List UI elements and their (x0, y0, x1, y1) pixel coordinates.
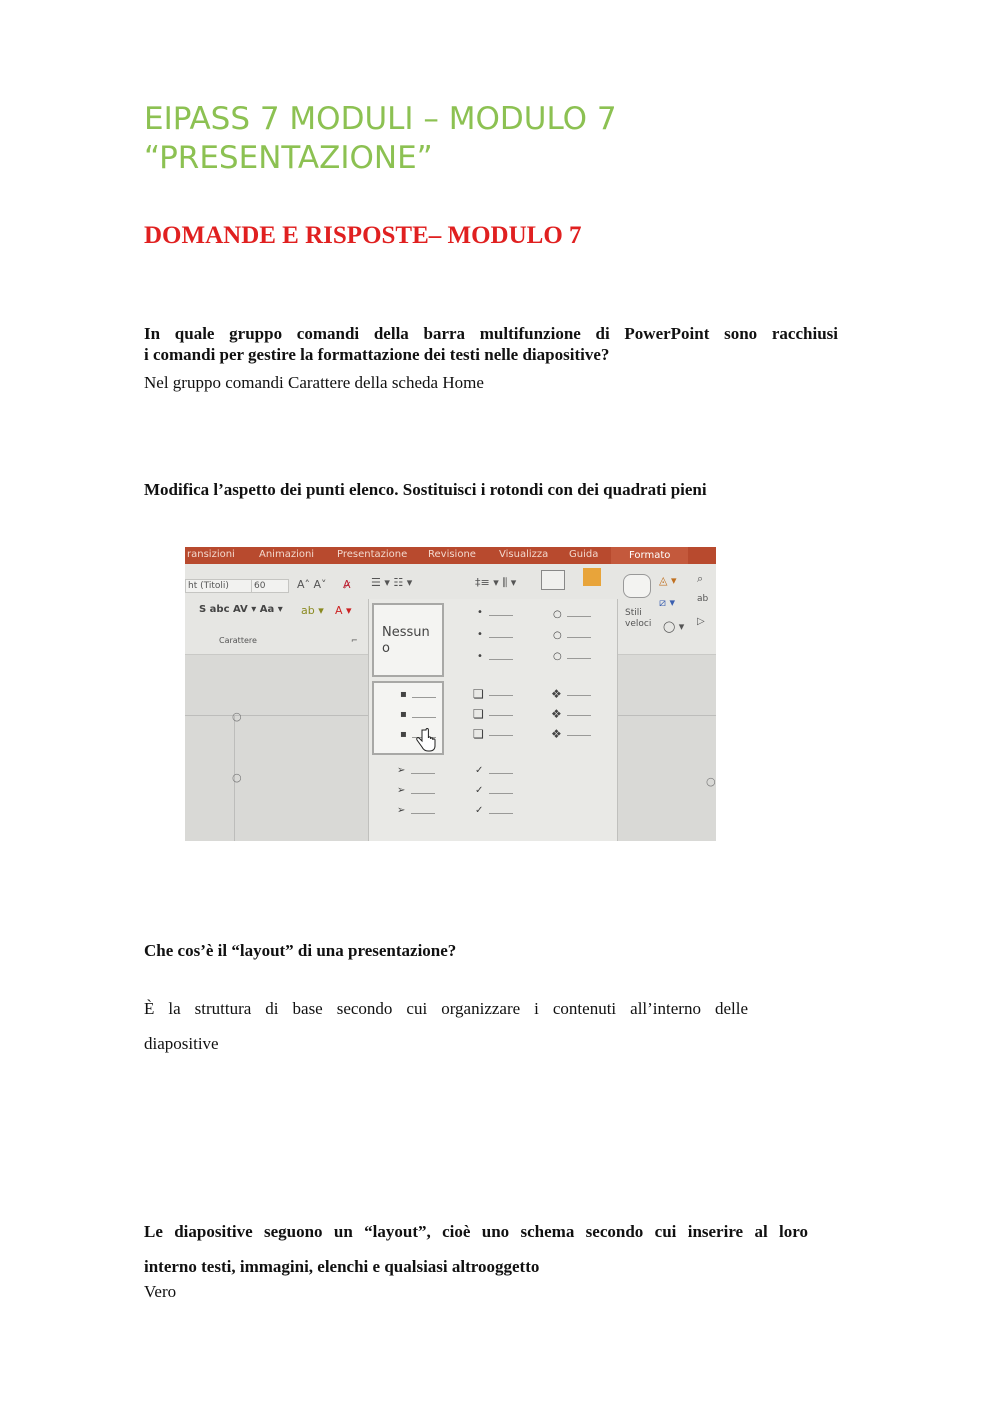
filled-square-bullet-icon: ▪ (400, 729, 407, 740)
bullets-icon: ☰ ▾ ☷ ▾ (371, 576, 413, 589)
question-1-line2: i comandi per gestire la formattazione dei testi nelle diapositive? (144, 345, 610, 364)
answer-3-line2: diapositive (144, 1034, 219, 1053)
arrow-bullet-icon: ➢ (397, 785, 406, 796)
bullet-line (489, 637, 513, 638)
bullet-line (411, 773, 435, 774)
document-title-line1: EIPASS 7 MODULI – MODULO 7 (144, 101, 617, 137)
ribbon-tabs (185, 547, 716, 564)
hollow-round-bullet-icon: ○ (553, 651, 562, 662)
bullet-option-none[interactable] (372, 603, 444, 677)
bullet-line (567, 616, 591, 617)
bullet-line (489, 715, 513, 716)
bullet-line (489, 793, 513, 794)
tab-revisione: Revisione (428, 549, 476, 560)
diamond-bullet-icon: ❖ (551, 707, 562, 721)
question-4 (144, 1214, 808, 1284)
replace-icon: ab (697, 594, 709, 604)
bullets-dropdown (368, 599, 618, 841)
format-icons: S abc AV ▾ Aa ▾ (199, 604, 283, 615)
bullet-line (412, 697, 436, 698)
bullet-line (489, 773, 513, 774)
handle-icon: ○ (232, 771, 242, 784)
filled-square-bullet-icon: ▪ (400, 689, 407, 700)
shape-fill-icon: ◬ ▾ (659, 574, 677, 587)
bullet-line (567, 695, 591, 696)
check-bullet-icon: ✓ (475, 765, 484, 776)
hollow-square-bullet-icon: ❏ (473, 727, 484, 741)
answer-1: Nel gruppo comandi Carattere della scheda Home (144, 373, 484, 392)
answer-3-line1: È la struttura di base secondo cui organizzare i contenuti all’interno delle (144, 999, 748, 1018)
arrow-bullet-icon: ➢ (397, 805, 406, 816)
tab-visualizza: Visualizza (499, 549, 549, 560)
group-label-carattere: Carattere (219, 636, 257, 645)
dialog-launcher-icon: ⌐ (351, 636, 358, 645)
question-1-line1: In quale gruppo comandi della barra multifunzione di PowerPoint sono racchiusi (144, 324, 838, 343)
line-spacing-icon: ‡≡ ▾ ⫼ ▾ (475, 576, 517, 589)
check-bullet-icon: ✓ (475, 785, 484, 796)
bullet-line (489, 735, 513, 736)
question-1 (144, 323, 838, 365)
font-box: ht (Titoli) (185, 579, 253, 593)
hollow-round-bullet-icon: ○ (553, 630, 562, 641)
round-bullet-icon: • (477, 607, 483, 618)
bullet-line (567, 658, 591, 659)
bullet-option-none-label: Nessun o (382, 625, 430, 656)
arrange-icon (583, 568, 601, 586)
shapes-icon (541, 570, 565, 590)
bullet-line (567, 715, 591, 716)
find-icon: ⌕ (697, 572, 704, 585)
bullet-line (489, 813, 513, 814)
handle-icon: ○ (232, 710, 242, 723)
question-4-line1: Le diapositive seguono un “layout”, cioè uno schema secondo cui inserire al loro (144, 1222, 808, 1241)
question-3: Che cos’è il “layout” di una presentazione? (144, 941, 457, 960)
shape-outline-icon: ⧄ ▾ (659, 596, 676, 609)
hollow-square-bullet-icon: ❏ (473, 707, 484, 721)
hollow-round-bullet-icon: ○ (553, 609, 562, 620)
question-4-line2: interno testi, immagini, elenchi e qualsiasi altrooggetto (144, 1257, 540, 1276)
section-subtitle: DOMANDE E RISPOSTE– MODULO 7 (144, 222, 582, 249)
quick-styles-label: Stili veloci (625, 608, 652, 629)
tab-guida: Guida (569, 549, 599, 560)
answer-3 (144, 991, 748, 1061)
filled-square-bullet-icon: ▪ (400, 709, 407, 720)
bullet-line (411, 793, 435, 794)
tab-formato: Formato (611, 547, 688, 564)
font-color-icon: A ▾ (335, 604, 352, 617)
hand-cursor-icon (416, 728, 436, 754)
diamond-bullet-icon: ❖ (551, 727, 562, 741)
bullet-line (489, 615, 513, 616)
select-icon: ▷ (697, 616, 705, 627)
bullet-line (489, 695, 513, 696)
round-bullet-icon: • (477, 629, 483, 640)
clear-format-icon: A̷ (343, 578, 351, 591)
shape-effects-icon: ◯ ▾ (663, 620, 685, 633)
arrow-bullet-icon: ➢ (397, 765, 406, 776)
size-box: 60 (251, 579, 289, 593)
check-bullet-icon: ✓ (475, 805, 484, 816)
question-2: Modifica l’aspetto dei punti elenco. Sostituisci i rotondi con dei quadrati pieni (144, 480, 707, 499)
bullet-line (489, 659, 513, 660)
hollow-square-bullet-icon: ❏ (473, 687, 484, 701)
tab-transizioni: ransizioni (187, 549, 235, 560)
bullet-line (567, 735, 591, 736)
round-bullet-icon: • (477, 651, 483, 662)
bullet-line (412, 717, 436, 718)
grow-shrink-icons: A˄ A˅ (297, 578, 327, 591)
answer-4: Vero (144, 1282, 177, 1301)
diamond-bullet-icon: ❖ (551, 687, 562, 701)
bullets-dropdown-screenshot (185, 547, 716, 841)
tab-presentazione: Presentazione (337, 549, 408, 560)
handle-icon: ○ (706, 775, 716, 788)
document-title (144, 100, 864, 178)
highlight-icon: ab ▾ (301, 604, 324, 617)
document-title-line2: “PRESENTAZIONE” (144, 140, 433, 176)
bullet-line (567, 637, 591, 638)
bullet-line (411, 813, 435, 814)
quick-styles-icon (623, 574, 651, 598)
tab-animazioni: Animazioni (259, 549, 315, 560)
